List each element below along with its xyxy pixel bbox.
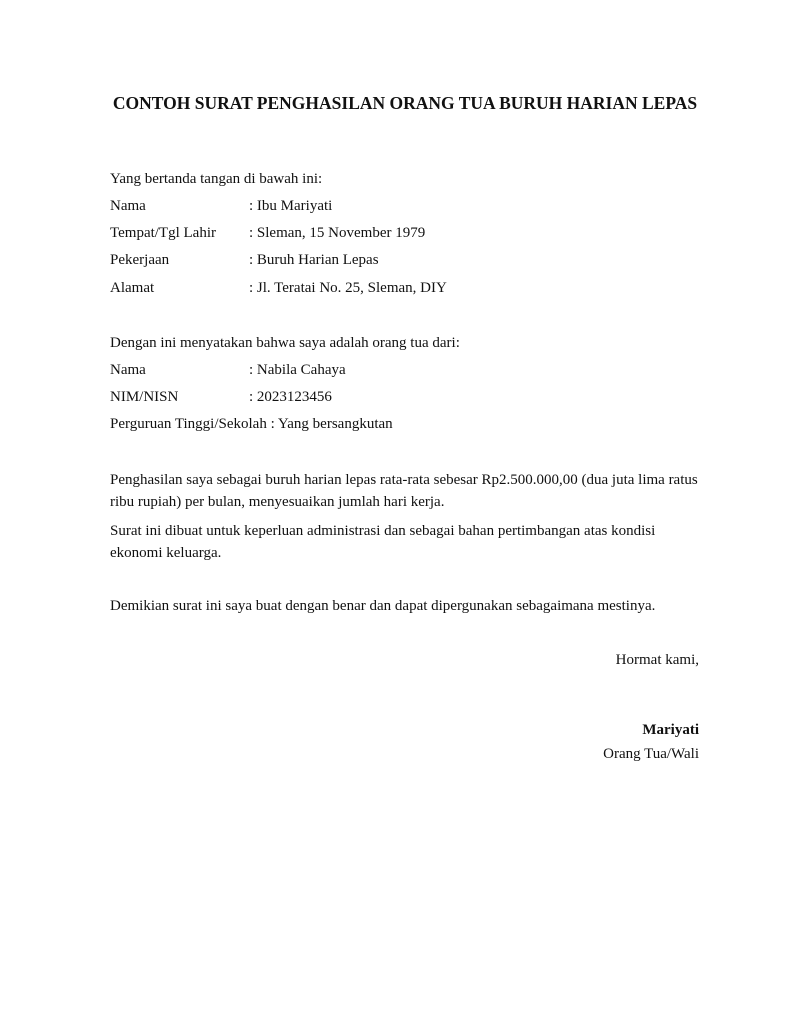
closing-line: Demikian surat ini saya buat dengan benar dan dapat dipergunakan sebagaimana mestinya. (110, 598, 656, 614)
signature-name: Mariyati (642, 722, 699, 738)
signer-birth-value: : Sleman, 15 November 1979 (249, 225, 426, 241)
signer-address-label: Alamat (110, 280, 155, 296)
letter-title: CONTOH SURAT PENGHASILAN ORANG TUA BURUH HARIAN LEPAS (112, 93, 698, 113)
child-name-row (110, 361, 346, 379)
child-school-line: Perguruan Tinggi/Sekolah : Yang bersangkutan (110, 416, 393, 432)
intro-line: Yang bertanda tangan di bawah ini: (110, 171, 323, 187)
signer-job-row (110, 251, 379, 269)
signer-name-row (110, 197, 332, 215)
child-nim-label: NIM/NISN (110, 389, 179, 405)
child-nim-row (110, 388, 332, 406)
signer-address-row (110, 279, 447, 297)
signer-name-label: Nama (110, 198, 146, 214)
signer-birth-row (110, 224, 425, 242)
statement-line: Dengan ini menyatakan bahwa saya adalah orang tua dari: (110, 335, 460, 351)
signer-address-value: : Jl. Teratai No. 25, Sleman, DIY (249, 280, 447, 296)
signer-name-value: : Ibu Mariyati (249, 198, 333, 214)
child-name-value: : Nabila Cahaya (249, 362, 346, 378)
child-name-label: Nama (110, 362, 146, 378)
signature-role: Orang Tua/Wali (603, 746, 699, 762)
signer-birth-label: Tempat/Tgl Lahir (110, 225, 216, 241)
signer-job-value: : Buruh Harian Lepas (249, 252, 379, 268)
income-paragraph: Penghasilan saya sebagai buruh harian lepas rata-rata sebesar Rp2.500.000,00 (dua juta lima ratus ribu rupiah) per bulan, menyesuaikan jumlah hari kerja. (110, 472, 698, 510)
child-nim-value: : 2023123456 (249, 389, 332, 405)
signature-greeting: Hormat kami, (615, 652, 699, 668)
purpose-paragraph: Surat ini dibuat untuk keperluan administrasi dan sebagai bahan pertimbangan atas kondisi ekonomi keluarga. (110, 523, 656, 561)
signer-job-label: Pekerjaan (110, 252, 170, 268)
